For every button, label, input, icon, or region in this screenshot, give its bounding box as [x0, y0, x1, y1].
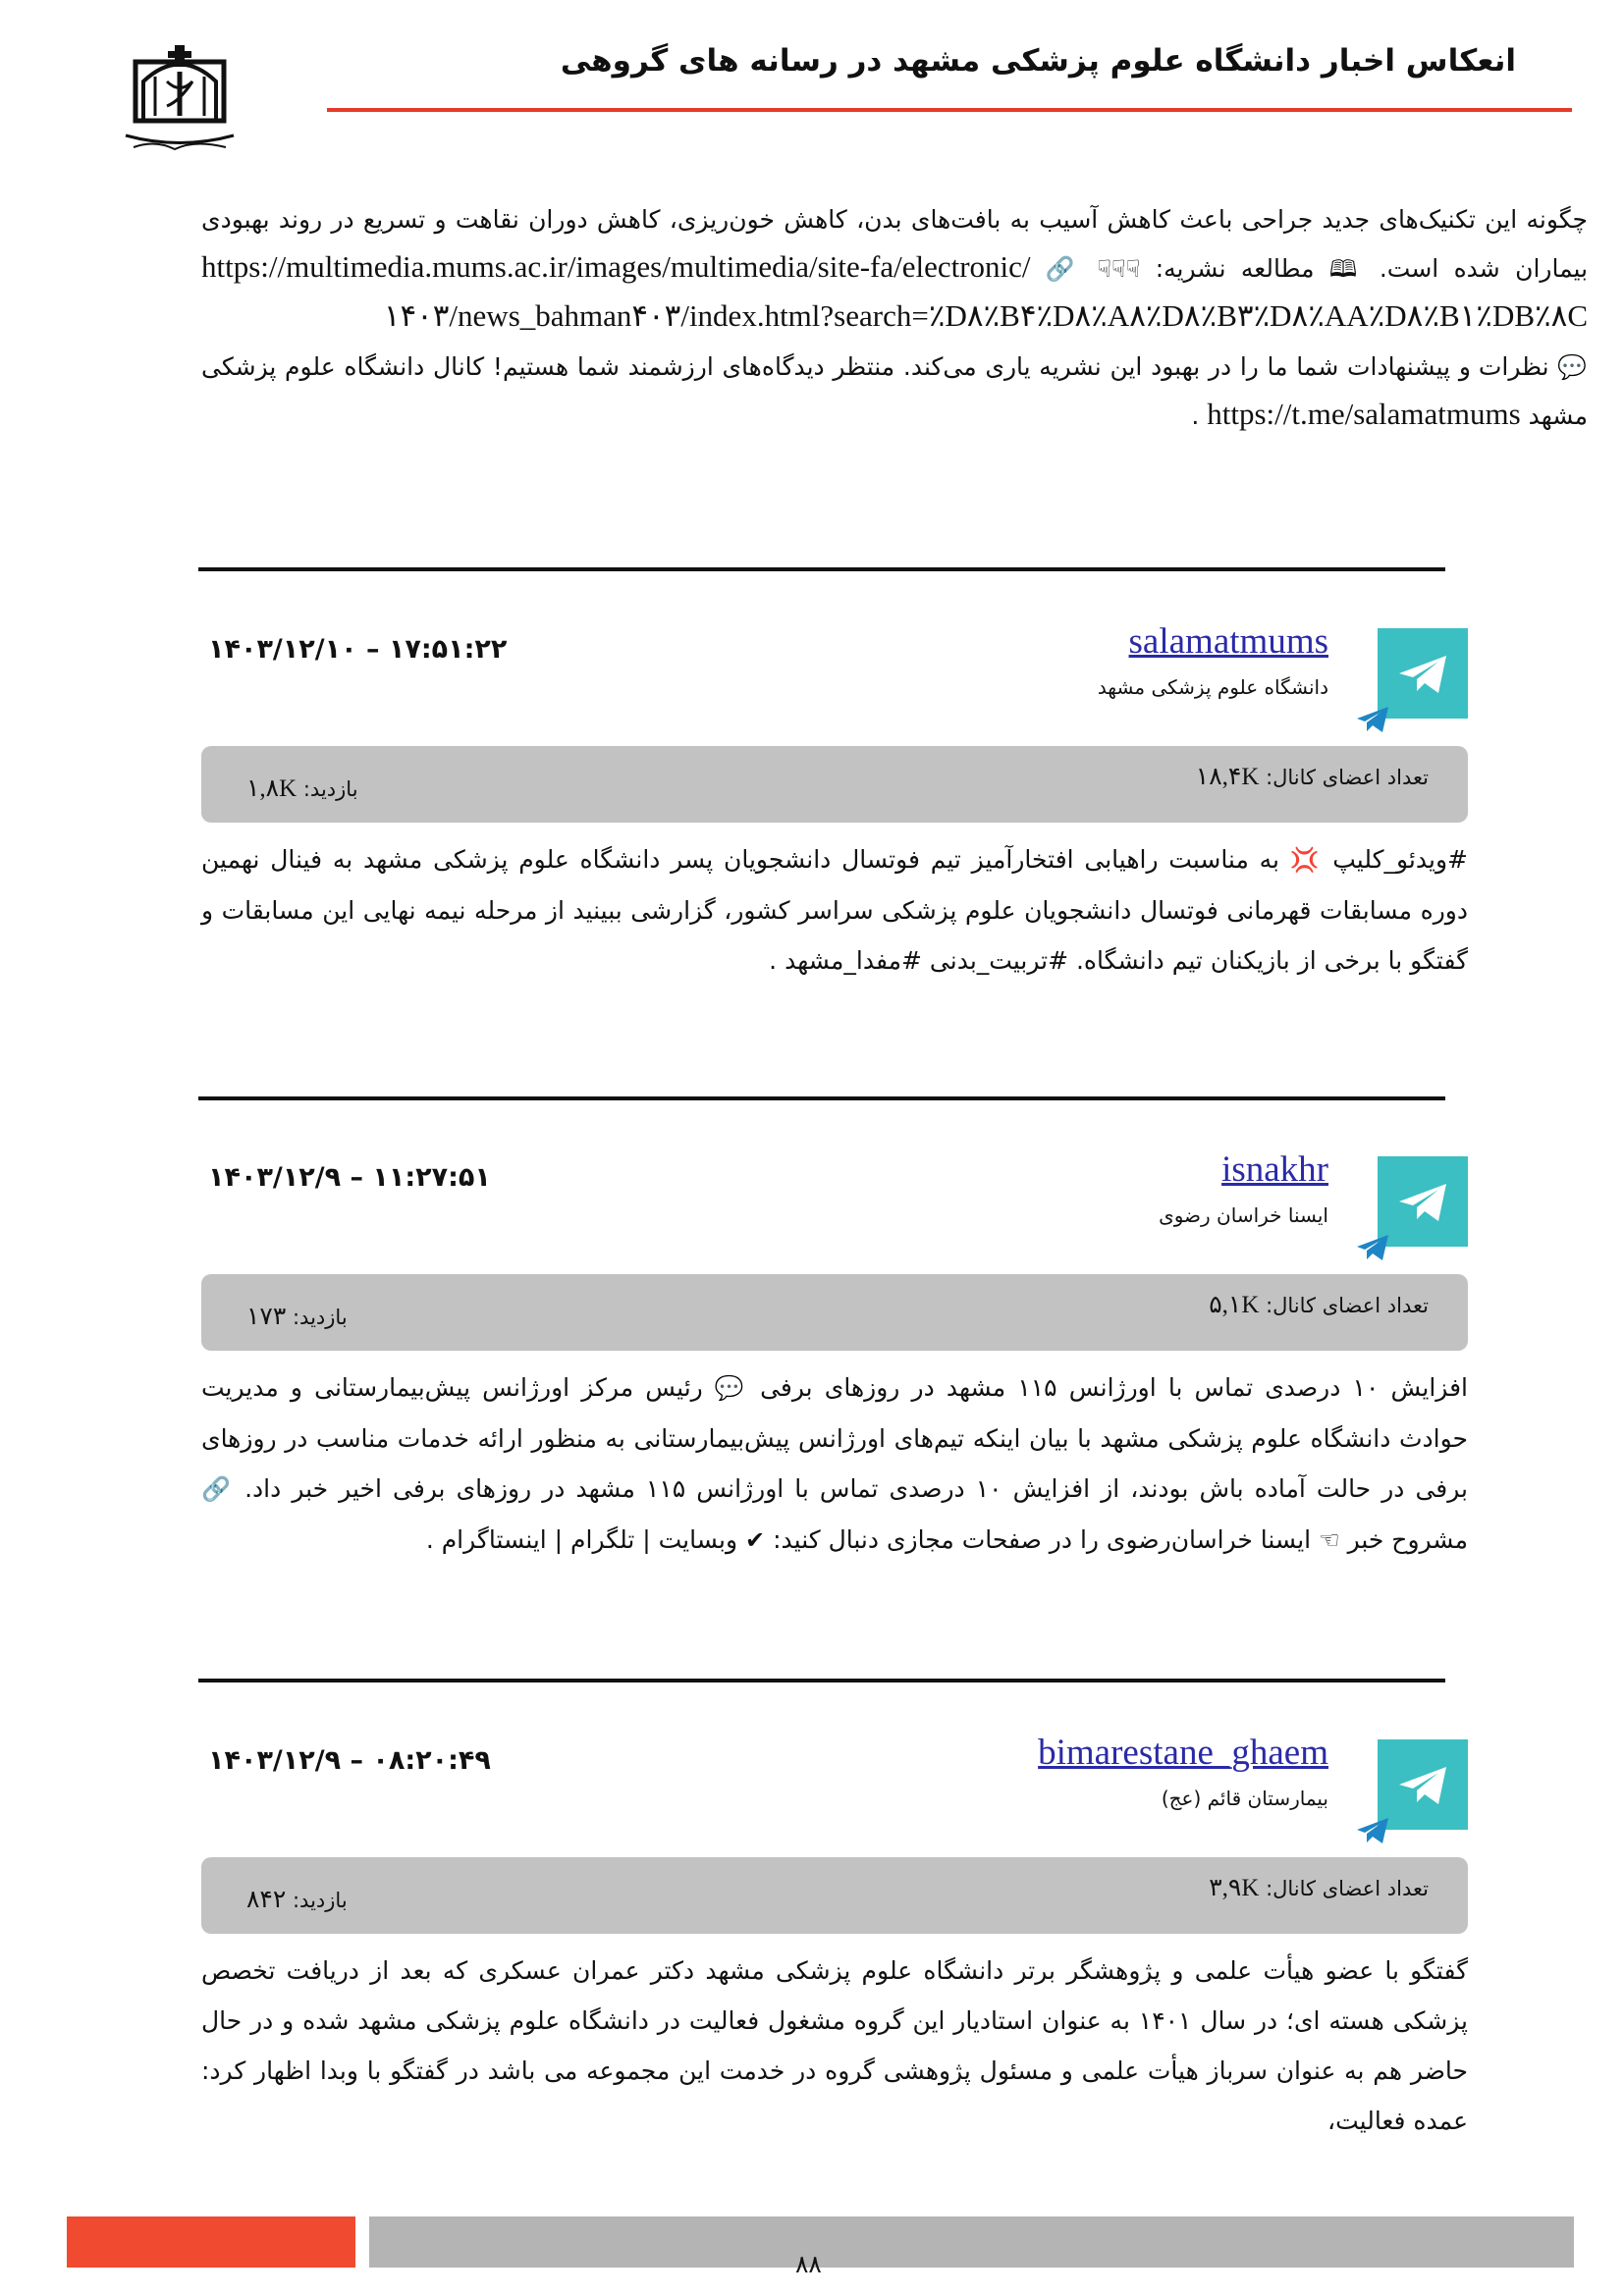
intro-line1: چگونه این تکنیک‌های جدید جراحی باعث کاهش آسیب به بافت‌های بدن، کاهش خون‌ریزی، کاهش دوران نقاهت و تسریع در روند بهبودی بیماران شده است.: [201, 205, 1589, 283]
check-icon: ✔: [745, 1526, 766, 1554]
members-value: ۵,۱K: [1209, 1292, 1260, 1318]
separator: [198, 1096, 1445, 1100]
views-value: ۱,۸K: [246, 775, 298, 802]
full-news-link[interactable]: مشروح خبر: [1347, 1525, 1468, 1554]
footer-accent-bar: [67, 2216, 355, 2268]
footer-bar: [369, 2216, 1574, 2268]
university-logo: [116, 37, 244, 165]
stats-bar: [201, 1274, 1468, 1351]
channel-subtitle: دانشگاه علوم پزشکی مشهد: [1097, 675, 1328, 699]
pointing-hand-icon: ☟☟☟: [1097, 255, 1141, 283]
link-icon: 🔗: [1045, 255, 1083, 283]
social-links[interactable]: وبسایت | تلگرام | اینستاگرام .: [425, 1525, 738, 1554]
members-count: [1209, 1873, 1429, 1902]
post-body: [201, 834, 1468, 986]
telegram-small-icon: [1356, 705, 1389, 734]
post-text: به مناسبت راهیابی افتخارآمیز تیم فوتسال دانشجویان پسر دانشگاه علوم پزشکی مشهد به فینال نهمین دوره مسابقات قهرمانی فوتسال دانشجویان علوم پزشکی سراسر کشور، گزارشی ببینید از مرحله نیمه نهایی این مسابقات و گفتگو با برخی از بازیکنان تیم دانشگاه. #تربیت_بدنی #مفدا_مشهد .: [201, 845, 1468, 975]
stats-bar: [201, 1857, 1468, 1934]
channel-link[interactable]: isnakhr: [1221, 1149, 1328, 1190]
channel-link[interactable]: salamatmums: [1128, 621, 1328, 662]
post-body: [201, 1362, 1468, 1566]
channel-link[interactable]: bimarestane_ghaem: [1038, 1733, 1328, 1773]
views-label: بازدید:: [302, 777, 358, 801]
views-count: [246, 1885, 348, 1914]
pointing-hand-icon: ☜: [1319, 1526, 1340, 1554]
views-label: بازدید:: [292, 1889, 348, 1912]
link-icon: 🔗: [201, 1475, 235, 1503]
telegram-icon: [1378, 628, 1468, 719]
post-datetime: ۱۴۰۳/۱۲/۱۰ – ۱۷:۵۱:۲۲: [208, 634, 508, 665]
post-text: رئیس مرکز اورژانس پیش‌بیمارستانی و مدیریت حوادث دانشگاه علوم پزشکی مشهد با بیان اینکه تیم‌های اورژانس پیش‌بیمارستانی به منظور ارائه خدمات مناسب در روزهای برفی در حالت آماده باش بودند، از افزایش ۱۰ درصدی تماس با اورژانس ۱۱۵ مشهد در روزهای برفی اخیر خبر داد.: [201, 1373, 1469, 1503]
telegram-icon: [1378, 1739, 1468, 1830]
book-icon: 🕮: [1328, 255, 1365, 283]
channel-url[interactable]: https://t.me/salamatmums: [1207, 397, 1521, 431]
views-value: ۸۴۲: [246, 1887, 287, 1913]
members-count: [1209, 1290, 1429, 1319]
members-count: [1196, 762, 1429, 791]
intro-line2: نظرات و پیشنهادات شما ما را در بهبود این نشریه یاری می‌کند. منتظر دیدگاه‌های ارزشمند شما هستیم! کانال دانشگاه علوم پزشکی مشهد: [201, 352, 1588, 430]
members-label: تعداد اعضای کانال:: [1266, 1294, 1429, 1317]
intro-end: .: [1191, 401, 1200, 430]
follow-text: ایسنا خراسان‌رضوی را در صفحات مجازی دنبال کنید:: [773, 1525, 1312, 1554]
hashtag[interactable]: #ویدئو_کلیپ: [1332, 845, 1468, 874]
telegram-small-icon: [1356, 1816, 1389, 1845]
telegram-icon: [1378, 1156, 1468, 1247]
views-count: [246, 774, 358, 803]
members-label: تعداد اعضای کانال:: [1266, 766, 1429, 789]
members-label: تعداد اعضای کانال:: [1266, 1877, 1429, 1900]
page-number: ۸۸: [795, 2250, 822, 2278]
post-text: گفتگو با عضو هیأت علمی و پژوهشگر برتر دانشگاه علوم پزشکی مشهد دکتر عمران عسکری که بعد از دریافت تخصص پزشکی هسته ای؛ در سال ۱۴۰۱ به عنوان استادیار این گروه مشغول فعالیت در دانشگاه علوم پزشکی مشهد شده و در حال حاضر هم به عنوان سرباز هیأت علمی و مسئول پژوهشی گروه در خدمت این مجموعه می باشد در گفتگو با وبدا اظهار کرد: عمده فعالیت،: [201, 1956, 1468, 2135]
views-value: ۱۷۳: [246, 1304, 287, 1330]
speech-bubble-icon: 💬: [1557, 353, 1588, 381]
page-title: انعکاس اخبار دانشگاه علوم پزشکی مشهد در رسانه های گروهی: [560, 43, 1516, 79]
telegram-small-icon: [1356, 1233, 1389, 1262]
post-datetime: ۱۴۰۳/۱۲/۹ – ۱۱:۲۷:۵۱: [208, 1162, 491, 1193]
newsletter-url[interactable]: https://multimedia.mums.ac.ir/images/multimedia/site-fa/electronic/۱۴۰۳/news_bahman۴۰۳/index.html?search=٪D۸٪B۴٪D۸٪A۸٪D۸٪B۳٪D۸٪AA٪D۸٪B۱٪DB٪۸C: [201, 249, 1588, 333]
channel-subtitle: بیمارستان قائم (عج): [1161, 1787, 1328, 1810]
post-headline: افزایش ۱۰ درصدی تماس با اورژانس ۱۱۵ مشهد در روزهای برفی: [760, 1373, 1468, 1402]
channel-subtitle: ایسنا خراسان رضوی: [1159, 1203, 1328, 1227]
burst-icon: 💢: [1289, 846, 1323, 874]
speech-bubble-icon: 💬: [714, 1374, 748, 1402]
read-label: مطالعه نشریه:: [1155, 254, 1315, 283]
stats-bar: [201, 746, 1468, 823]
separator: [198, 1679, 1445, 1682]
post-datetime: ۱۴۰۳/۱۲/۹ – ۰۸:۲۰:۴۹: [208, 1745, 491, 1776]
header-rule: [327, 108, 1572, 112]
post-body: [201, 1946, 1468, 2146]
views-label: بازدید:: [292, 1306, 348, 1329]
intro-text: [201, 196, 1588, 442]
separator: [198, 567, 1445, 571]
members-value: ۳,۹K: [1209, 1875, 1260, 1901]
members-value: ۱۸,۴K: [1195, 764, 1260, 790]
views-count: [246, 1302, 348, 1331]
